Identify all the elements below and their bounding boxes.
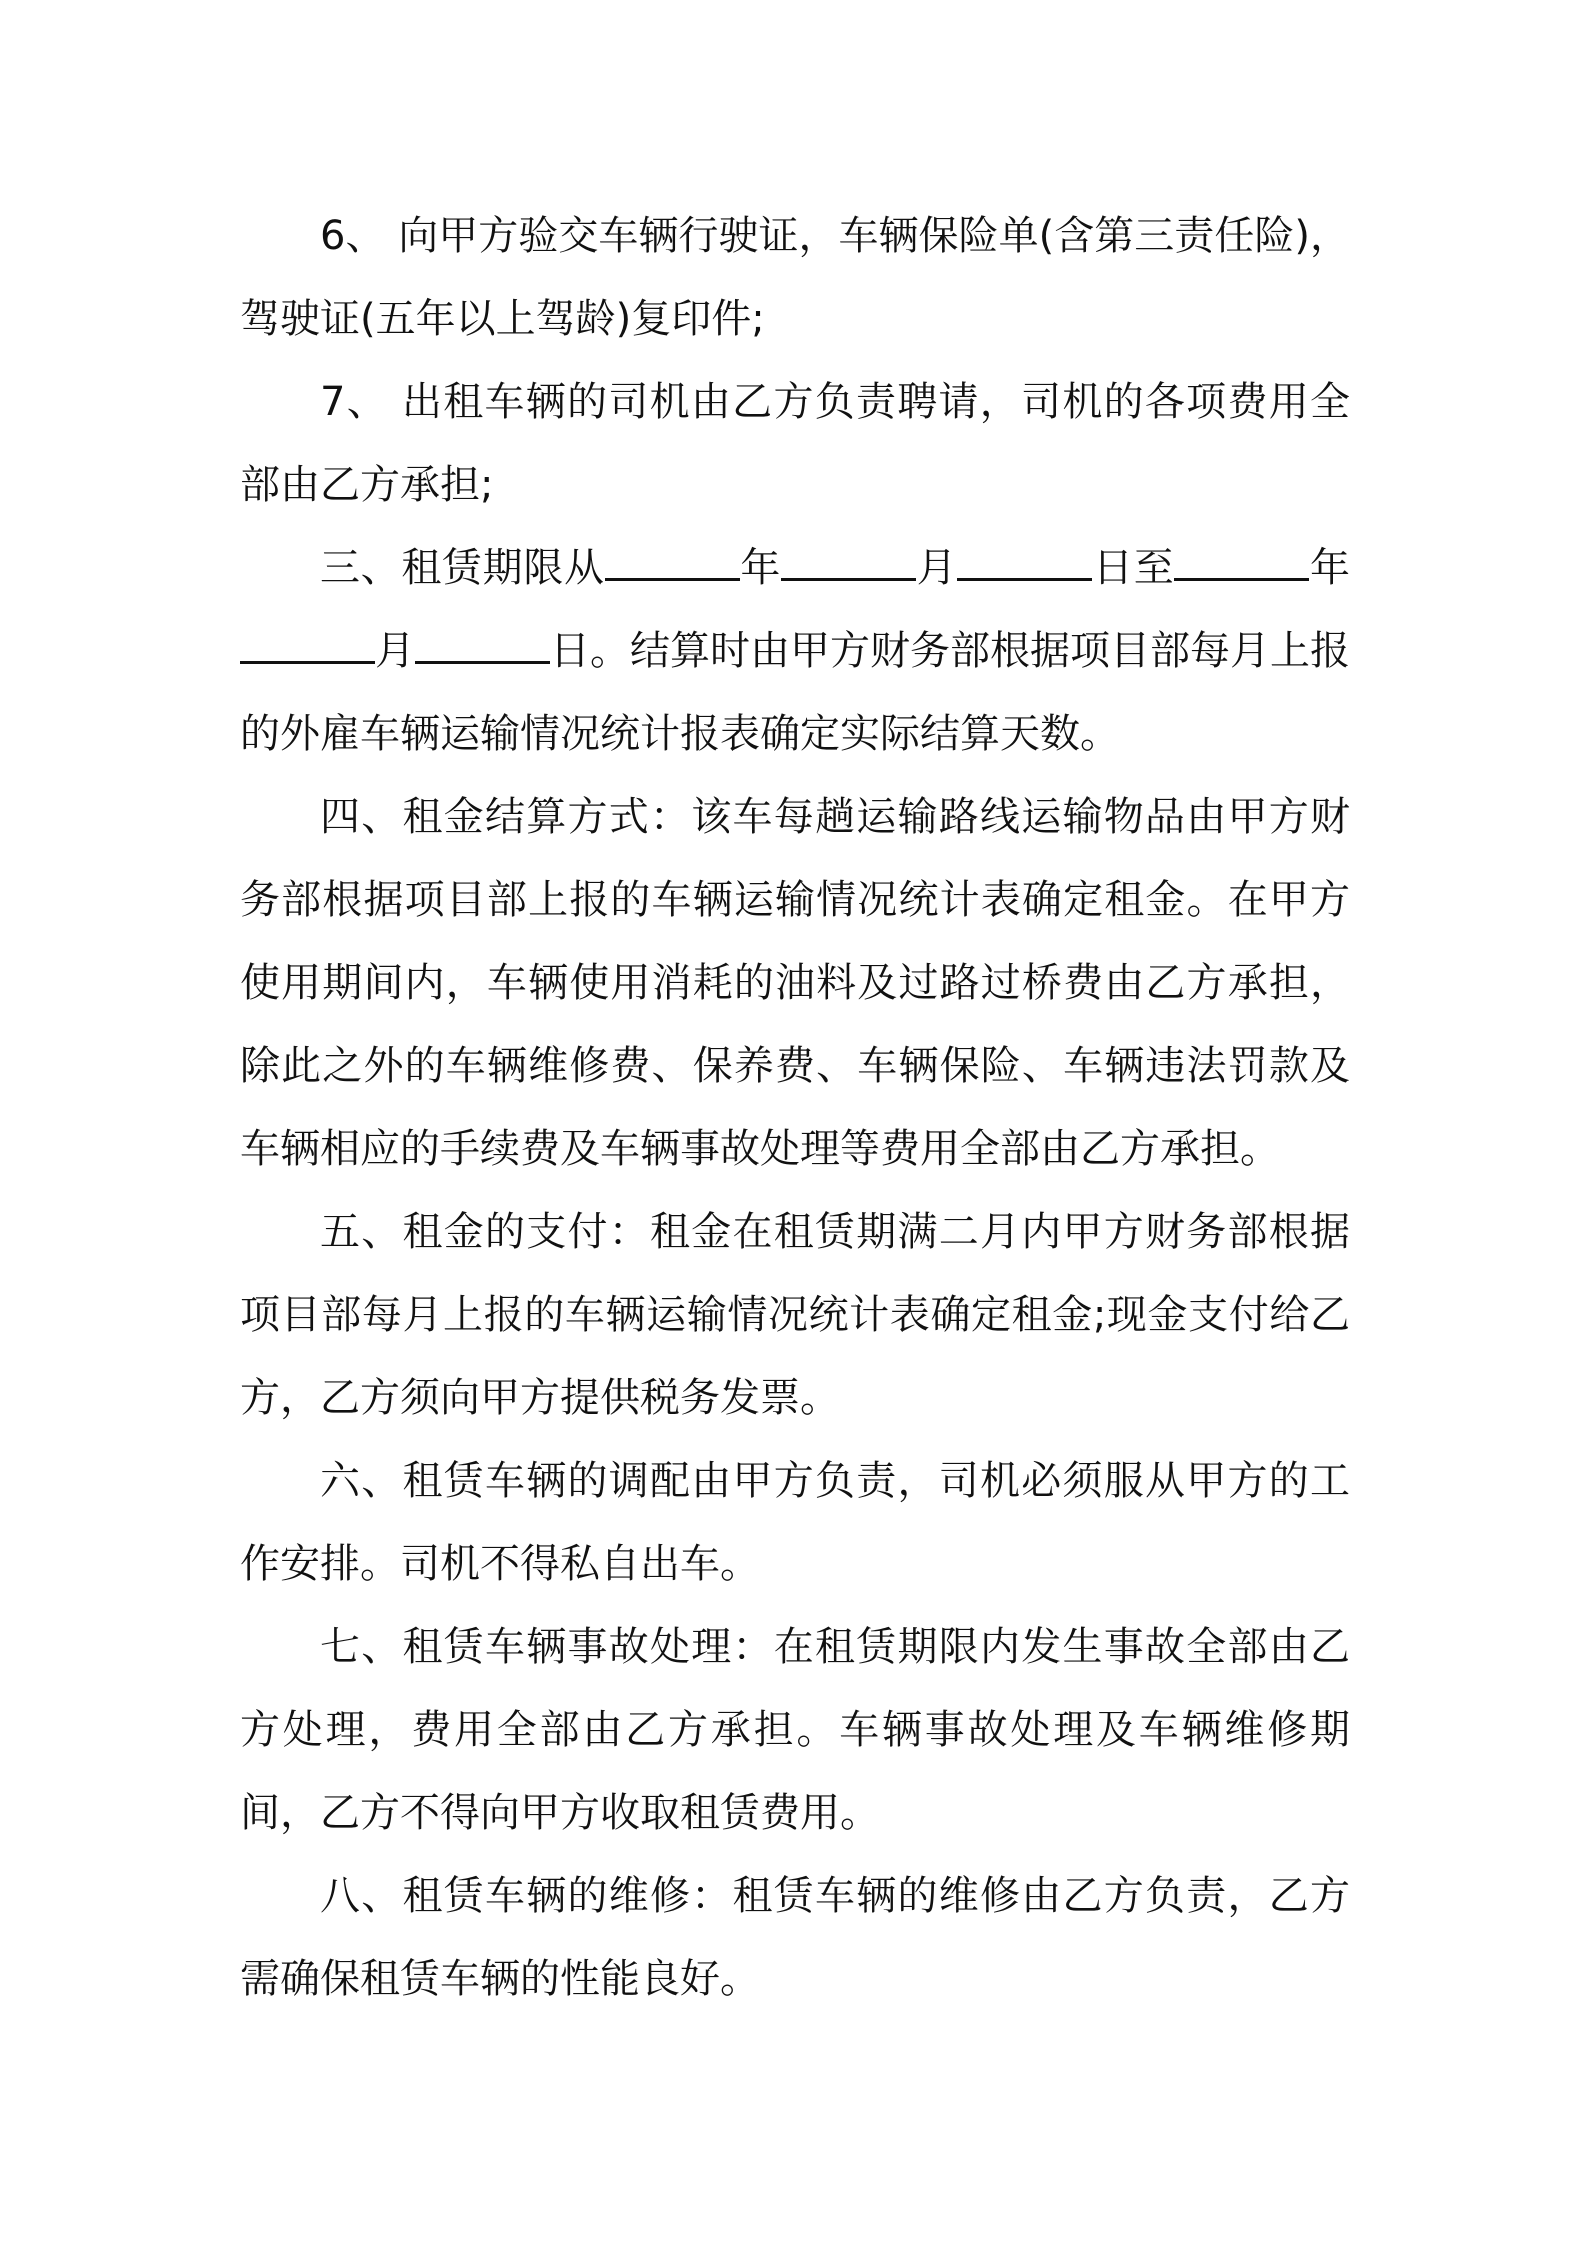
section-8-vehicle-maintenance-paragraph: 八、租赁车辆的维修：租赁车辆的维修由乙方负责，乙方需确保租赁车辆的性能良好。 (240, 1873, 1350, 2002)
settlement-text: 日。结算时由甲方财务部根据项目部每月上报的外雇车辆运输情况统计报表确定实际结算天数。 (240, 628, 1350, 757)
month-unit: 月 (916, 545, 958, 591)
end-month-blank (240, 615, 375, 664)
year-unit: 年 (739, 545, 782, 591)
end-day-blank (415, 615, 550, 664)
section-7-accident-handling-paragraph: 七、租赁车辆事故处理：在租赁期限内发生事故全部由乙方处理，费用全部由乙方承担。车辆事故处理及车辆维修期间，乙方不得向甲方收取租赁费用。 (240, 1624, 1350, 1836)
start-month-blank (781, 532, 916, 581)
day-to-unit: 日至 (1092, 545, 1175, 591)
section-5-rent-payment-paragraph: 五、租金的支付：租金在租赁期满二月内甲方财务部根据项目部每月上报的车辆运输情况统计表确定租金;现金支付给乙方，乙方须向甲方提供税务发票。 (240, 1209, 1350, 1421)
section-4-rent-settlement-paragraph: 四、租金结算方式：该车每趟运输路线运输物品由甲方财务部根据项目部上报的车辆运输情况统计表确定租金。在甲方使用期间内，车辆使用消耗的油料及过路过桥费由乙方承担，除此之外的车辆维修费、保养费、车辆保险、车辆违法罚款及车辆相应的手续费及车辆事故处理等费用全部由乙方承担。 (240, 794, 1350, 1172)
clause-6-paragraph: 6、 向甲方验交车辆行驶证，车辆保险单(含第三责任险)，驾驶证(五年以上驾龄)复印件; (240, 213, 1350, 342)
document-body (240, 195, 1350, 2021)
start-year-blank (605, 532, 740, 581)
section-6-vehicle-dispatch-paragraph: 六、租赁车辆的调配由甲方负责，司机必须服从甲方的工作安排。司机不得私自出车。 (240, 1458, 1350, 1587)
start-day-blank (957, 532, 1092, 581)
end-year-unit: 年 (1309, 545, 1351, 591)
end-month-unit: 月 (375, 628, 415, 674)
lease-term-label: 三、租赁期限从 (320, 545, 605, 591)
clause-7-paragraph: 7、 出租车辆的司机由乙方负责聘请，司机的各项费用全部由乙方承担; (240, 379, 1350, 508)
end-year-blank (1174, 532, 1309, 581)
section-3-lease-term-paragraph (240, 527, 1350, 776)
